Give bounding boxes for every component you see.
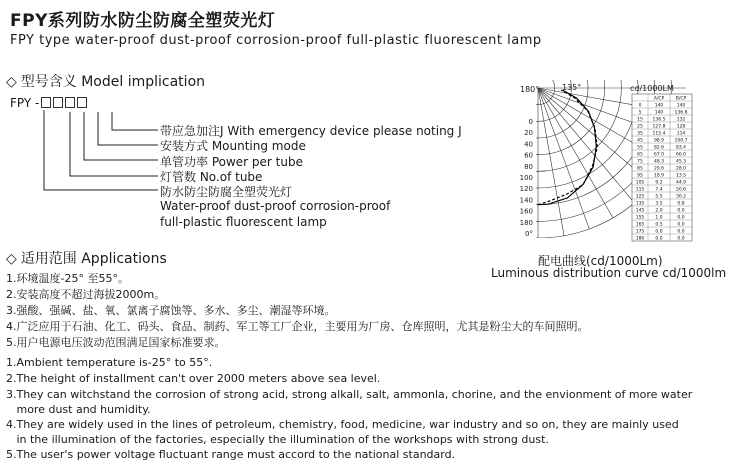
applications-heading-text: 适用范围 Applications — [20, 251, 167, 267]
radial-tick-label: 100 — [519, 174, 533, 182]
table-cell: 55 — [637, 145, 643, 151]
table-cell: 75 — [637, 159, 643, 165]
table-cell: 140 — [654, 110, 664, 116]
applications-section-heading — [6, 248, 167, 268]
leader-line-type — [44, 110, 158, 190]
table-cell: 15 — [637, 117, 643, 123]
table-cell: 165 — [635, 222, 645, 228]
page-subtitle: FPY type water-proof dust-proof corrosion-proof full-plastic fluorescent lamp — [10, 33, 542, 48]
table-cell: 28.0 — [675, 166, 687, 172]
radial-tick-label: 80 — [524, 162, 533, 171]
table-cell: 48.3 — [653, 159, 665, 165]
table-cell: 35 — [637, 131, 643, 137]
table-cell: 136.8 — [674, 110, 688, 116]
table-header-cell: A/CP — [653, 96, 665, 102]
table-cell: 85 — [637, 166, 643, 172]
table-cell: 65 — [637, 152, 643, 158]
table-cell: 0.0 — [655, 236, 663, 242]
table-cell: 67.0 — [653, 152, 665, 158]
table-cell: 50.6 — [675, 187, 687, 193]
table-cell: 0.0 — [677, 215, 685, 221]
table-cell: 45.3 — [675, 159, 687, 165]
model-heading-text: 型号含义 Model implication — [20, 74, 206, 90]
table-cell: 105 — [635, 180, 645, 186]
table-cell: 115.4 — [652, 131, 666, 137]
app-en-item: 4.They are widely used in the lines of petroleum, chemistry, food, medicine, war industry and so on, they are mainly used — [6, 418, 679, 431]
radial-tick-label: 180 — [519, 218, 533, 227]
table-cell: 5 — [638, 110, 642, 116]
radial-tick-label: 140 — [519, 196, 533, 205]
table-cell: 145 — [635, 208, 645, 214]
model-line-power: 单管功率 Power per tube — [160, 155, 303, 169]
app-cn-item: 4.广泛应用于石油、化工、码头、食品、制药、军工等工厂企业，主要用为厂房、仓库照明，尤其是粉尘大的车间照明。 — [6, 320, 589, 333]
model-line-tube: 灯管数 No.of tube — [160, 170, 263, 184]
app-en-item: 2.The height of installment can't over 2000 meters above sea level. — [6, 372, 381, 385]
table-cell: 125 — [635, 194, 645, 200]
table-cell: 0.8 — [677, 201, 685, 207]
table-cell: 0.0 — [677, 222, 685, 228]
table-cell: 44.9 — [675, 180, 687, 186]
table-cell: 115 — [635, 187, 645, 193]
radial-tick-label: 40 — [524, 140, 533, 149]
leader-line-emergency — [112, 112, 158, 130]
table-cell: 25 — [637, 124, 643, 130]
radial-tick-label: 120 — [519, 185, 533, 194]
table-cell: 0.0 — [677, 229, 685, 235]
table-cell: 0.0 — [677, 208, 685, 214]
chart-caption-cn: 配电曲线(cd/1000Lm) — [538, 254, 663, 268]
chart-data-table — [632, 94, 692, 241]
table-cell: 30.2 — [675, 194, 687, 200]
model-code-prefix: FPY - — [10, 96, 40, 110]
angle-label: 180° — [520, 85, 540, 94]
table-cell: 100.7 — [674, 138, 688, 144]
table-cell: 180 — [635, 236, 645, 242]
model-line-emergency: 带应急加注J With emergency device please noting J — [160, 124, 462, 138]
table-cell: 18.9 — [653, 173, 665, 179]
table-cell: 82.6 — [653, 145, 665, 151]
app-en-item: in the illumination of the factories, especially the illumination of the workshops with strong dust. — [6, 433, 549, 446]
table-cell: 13.5 — [675, 173, 687, 179]
radial-tick-label: 0 — [528, 118, 533, 126]
table-cell: 66.0 — [675, 152, 687, 158]
app-en-item: 3.They can witchstand the corrosion of strong acid, strong alkall, salt, ammonla, chorine, and the envionment of more water — [6, 388, 693, 401]
app-en-item: 1.Ambient temperature is-25° to 55°. — [6, 356, 213, 369]
radial-tick-label: 60 — [524, 151, 533, 160]
table-cell: 127.8 — [652, 124, 666, 130]
radial-tick-label: 20 — [524, 129, 533, 138]
unit-label: cd/1000LM — [630, 84, 674, 93]
app-en-item: more dust and humidity. — [6, 403, 151, 416]
table-cell: 155 — [635, 215, 645, 221]
leader-line-mount — [98, 112, 158, 145]
radial-tick-label: 160 — [519, 207, 533, 216]
page-title: FPY系列防水防尘防腐全塑荧光灯 — [10, 11, 276, 31]
app-en-item: 5.The user's power voltage fluctuant range must accord to the national standard. — [6, 448, 456, 461]
diamond-icon: ◇ — [6, 251, 17, 267]
table-cell: 98.9 — [653, 138, 665, 144]
table-cell: 0.0 — [655, 229, 663, 235]
table-cell: 136.5 — [652, 117, 666, 123]
table-cell: 135 — [635, 201, 645, 207]
table-cell: 3.5 — [655, 201, 663, 207]
table-cell: 0 — [638, 103, 642, 109]
table-cell: 95 — [637, 173, 643, 179]
table-header-cell: B/CP — [675, 96, 687, 102]
table-cell: 7.4 — [655, 187, 663, 193]
radial-tick-label: 0° — [525, 230, 533, 238]
table-cell: 114 — [676, 131, 686, 137]
angle-label: 135° — [562, 83, 582, 92]
table-cell: 140 — [676, 103, 686, 109]
table-cell: 45 — [637, 138, 643, 144]
model-line-type-en1: Water-proof dust-proof corrosion-proof — [160, 199, 391, 213]
leader-line-power — [84, 112, 158, 160]
model-line-mount: 安装方式 Mounting mode — [160, 139, 306, 153]
table-cell: 5.5 — [655, 194, 663, 200]
table-cell: 9.2 — [655, 180, 663, 186]
leader-line-tube-count — [70, 112, 158, 176]
table-cell: 0.0 — [677, 236, 685, 242]
app-cn-item: 5.用户电源电压波动范围满足国家标准要求。 — [6, 336, 226, 349]
model-line-type-cn: 防水防尘防腐全塑荧光灯 — [160, 185, 293, 199]
app-cn-item: 3.强酸、强碱、盐、氧、氯离子腐蚀等、多水、多尘、潮湿等环境。 — [6, 304, 336, 317]
table-cell: 140 — [654, 103, 664, 109]
luminous-distribution-chart — [506, 80, 696, 248]
app-cn-item: 2.安装高度不超过海拔2000m。 — [6, 288, 166, 301]
table-cell: 1.0 — [655, 215, 663, 221]
table-cell: 29.6 — [653, 166, 665, 172]
diamond-icon: ◇ — [6, 74, 17, 90]
table-cell: 2.0 — [655, 208, 663, 214]
table-cell: 83.4 — [675, 145, 687, 151]
app-cn-item: 1.环境温度-25° 至55°。 — [6, 272, 129, 285]
table-cell: 175 — [635, 229, 645, 235]
chart-caption-en: Luminous distribution curve cd/1000lm — [491, 266, 727, 280]
table-cell: 128 — [676, 124, 686, 130]
table-cell: 0.5 — [655, 222, 663, 228]
model-line-type-en2: full-plastic fluorescent lamp — [160, 215, 327, 229]
table-cell: 132 — [676, 117, 686, 123]
